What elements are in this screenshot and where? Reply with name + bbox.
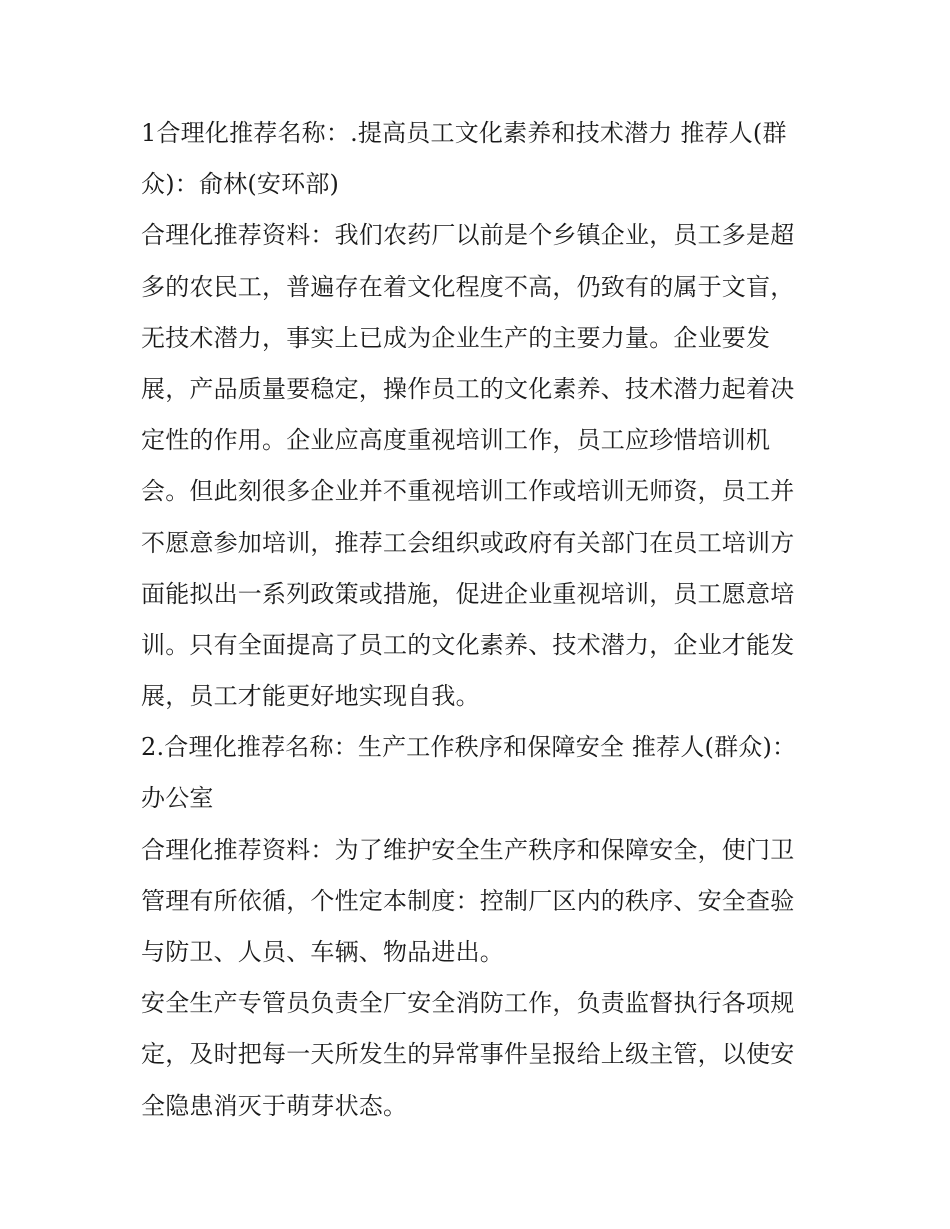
text-line: 管理有所依循，个性定本制度：控制厂区内的秩序、安全查验 (141, 886, 795, 915)
text-line: 会。但此刻很多企业并不重视培训工作或培训无师资，员工并 (141, 477, 795, 506)
text-line: 合理化推荐资料：我们农药厂以前是个乡镇企业，员工多是超 (141, 221, 795, 250)
text-line: 2.合理化推荐名称：生产工作秩序和保障安全 推荐人(群众)： (141, 733, 797, 762)
text-line: 安全生产专管员负责全厂安全消防工作，负责监督执行各项规 (141, 989, 795, 1018)
text-line: 展，产品质量要稳定，操作员工的文化素养、技术潜力起着决 (141, 374, 795, 403)
document-body (141, 108, 813, 1132)
text-line: 众)：俞林(安环部) (141, 170, 340, 199)
text-line: 定，及时把每一天所发生的异常事件呈报给上级主管，以使安 (141, 1040, 795, 1069)
text-line: 办公室 (141, 784, 214, 813)
text-line: 合理化推荐资料：为了维护安全生产秩序和保障安全，使门卫 (141, 835, 795, 864)
text-line: 展，员工才能更好地实现自我。 (141, 682, 480, 711)
text-line: 面能拟出一系列政策或措施，促进企业重视培训，员工愿意培 (141, 579, 795, 608)
text-line: 1合理化推荐名称：.提高员工文化素养和技术潜力 推荐人(群 (141, 119, 787, 147)
text-line: 定性的作用。企业应高度重视培训工作，员工应珍惜培训机 (141, 426, 771, 455)
text-line: 无技术潜力，事实上已成为企业生产的主要力量。企业要发 (141, 323, 771, 352)
text-line: 训。只有全面提高了员工的文化素养、技术潜力，企业才能发 (141, 630, 795, 659)
text-line: 不愿意参加培训，推荐工会组织或政府有关部门在员工培训方 (141, 528, 795, 557)
text-line: 与防卫、人员、车辆、物品进出。 (141, 938, 504, 966)
text-line: 全隐患消灭于萌芽状态。 (141, 1091, 408, 1120)
text-line: 多的农民工，普遍存在着文化程度不高，仍致有的属于文盲， (141, 272, 795, 301)
